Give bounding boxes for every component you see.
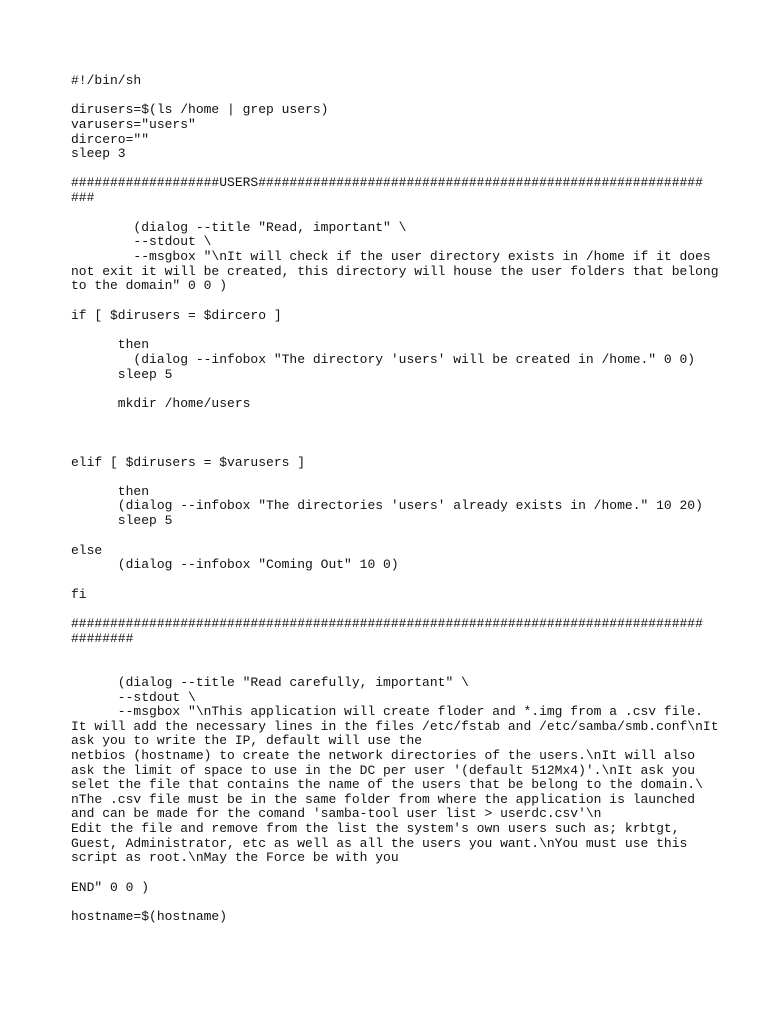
code-line: Edit the file and remove from the list the system's own users such as; krbtgt, (71, 821, 680, 836)
code-line: not exit it will be created, this directory will house the user folders that belong (71, 264, 719, 279)
code-line: sleep 5 (71, 367, 173, 382)
code-line: else (71, 543, 103, 558)
code-line: then (71, 484, 150, 499)
code-line: ### (71, 190, 95, 205)
code-line: (dialog --title "Read, important" \ (71, 220, 407, 235)
code-line: ask you to write the IP, default will use the (71, 733, 423, 748)
code-line: and can be made for the comand 'samba-tool user list > userdc.csv'\n (71, 806, 602, 821)
code-line: --msgbox "\nIt will check if the user directory exists in /home if it does (71, 249, 711, 264)
code-line: selet the file that contains the name of the users that be belong to the domain.\ (71, 777, 703, 792)
code-line: hostname=$(hostname) (71, 909, 228, 924)
code-line: dircero="" (71, 132, 150, 147)
code-line: nThe .csv file must be in the same folder from where the application is launched (71, 792, 696, 807)
code-line: netbios (hostname) to create the network directories of the users.\nIt will also (71, 748, 696, 763)
code-line: sleep 3 (71, 146, 126, 161)
code-line: --stdout \ (71, 690, 196, 705)
code-line: sleep 5 (71, 513, 173, 528)
code-line: (dialog --infobox "The directory 'users' will be created in /home." 0 0) (71, 352, 696, 367)
code-line: script as root.\nMay the Force be with you (71, 850, 399, 865)
code-line: --stdout \ (71, 234, 212, 249)
code-line: then (71, 337, 150, 352)
code-line: fi (71, 587, 87, 602)
code-line: (dialog --title "Read carefully, important" \ (71, 675, 469, 690)
code-line: #!/bin/sh (71, 73, 142, 88)
code-line: END" 0 0 ) (71, 880, 150, 895)
code-line: elif [ $dirusers = $varusers ] (71, 455, 306, 470)
code-line: dirusers=$(ls /home | grep users) (71, 102, 329, 117)
code-line: varusers="users" (71, 117, 196, 132)
code-line: ###################USERS######################################################### (71, 175, 703, 190)
code-line: mkdir /home/users (71, 396, 251, 411)
code-line: It will add the necessary lines in the files /etc/fstab and /etc/samba/smb.conf\nIt (71, 719, 719, 734)
code-line: ######## (71, 631, 134, 646)
code-line: ################################################################################# (71, 616, 703, 631)
code-line: to the domain" 0 0 ) (71, 278, 228, 293)
code-line: (dialog --infobox "Coming Out" 10 0) (71, 557, 399, 572)
code-line: --msgbox "\nThis application will create floder and *.img from a .csv file. (71, 704, 703, 719)
code-line: (dialog --infobox "The directories 'users' already exists in /home." 10 20) (71, 498, 703, 513)
code-line: if [ $dirusers = $dircero ] (71, 308, 282, 323)
code-line: ask the limit of space to use in the DC per user '(default 512Mx4)'.\nIt ask you (71, 763, 696, 778)
code-line: Guest, Administrator, etc as well as all the users you want.\nYou must use this (71, 836, 688, 851)
